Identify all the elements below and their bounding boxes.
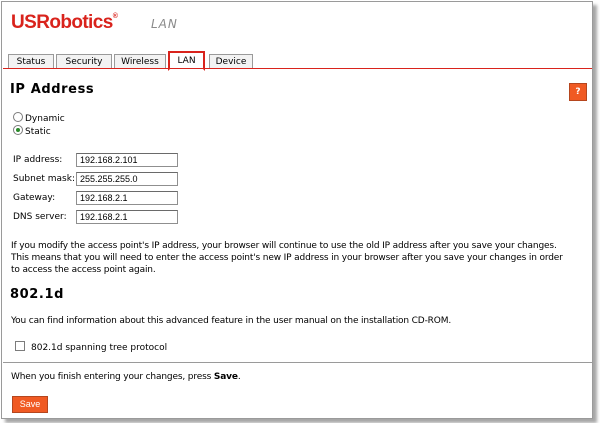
gateway-label: Gateway: xyxy=(13,193,56,203)
usrobotics-logo: USRobotics® xyxy=(11,12,118,33)
tab-wireless[interactable]: Wireless xyxy=(114,54,166,69)
save-instruction-suffix: . xyxy=(237,372,241,382)
ip-change-note-line-1: If you modify the access point's IP address, your browser will continue to use the old IP address after you save your changes. xyxy=(11,241,557,251)
radio-dynamic-label: Dynamic xyxy=(25,114,65,124)
stp-checkbox-row[interactable] xyxy=(15,341,167,353)
save-instruction xyxy=(11,371,591,383)
radio-dynamic-circle[interactable] xyxy=(13,112,23,122)
ip-address-heading: IP Address xyxy=(10,82,95,97)
tab-device[interactable]: Device xyxy=(209,54,253,69)
section-divider xyxy=(3,362,592,363)
dns-server-input[interactable] xyxy=(76,210,178,224)
radio-static-label: Static xyxy=(25,127,51,137)
tab-lan[interactable]: LAN xyxy=(168,51,205,71)
ip-change-note-line-3: to access the access point again. xyxy=(11,265,156,275)
header xyxy=(2,2,592,46)
help-button[interactable]: ? xyxy=(569,83,587,101)
stp-checkbox[interactable] xyxy=(15,341,25,351)
app-window xyxy=(1,1,593,419)
subnet-mask-input[interactable] xyxy=(76,172,178,186)
ip-change-note xyxy=(11,240,591,276)
ip-change-note-line-2: This means that you will need to enter the access point's new IP address in your browser after you save your changes in order xyxy=(11,253,563,263)
radio-static[interactable] xyxy=(13,125,51,137)
stp-info-text: You can find information about this advanced feature in the user manual on the installation CD-ROM. xyxy=(11,316,452,326)
save-instruction-text: When you finish entering your changes, press xyxy=(11,372,214,382)
radio-dynamic[interactable] xyxy=(13,112,65,124)
gateway-input[interactable] xyxy=(76,191,178,205)
dns-server-label: DNS server: xyxy=(13,212,67,222)
tab-status[interactable]: Status xyxy=(8,54,54,69)
tab-security[interactable]: Security xyxy=(56,54,112,69)
tab-underline xyxy=(3,68,592,69)
save-instruction-bold: Save xyxy=(213,372,238,382)
ip-address-label: IP address: xyxy=(13,155,63,165)
subnet-mask-label: Subnet mask: xyxy=(13,174,75,184)
save-button[interactable]: Save xyxy=(12,396,48,413)
ip-address-input[interactable] xyxy=(76,153,178,167)
radio-static-circle[interactable] xyxy=(13,125,23,135)
page-section-title: LAN xyxy=(151,17,178,31)
stp-checkbox-label: 802.1d spanning tree protocol xyxy=(31,343,168,353)
stp-heading: 802.1d xyxy=(10,287,65,302)
